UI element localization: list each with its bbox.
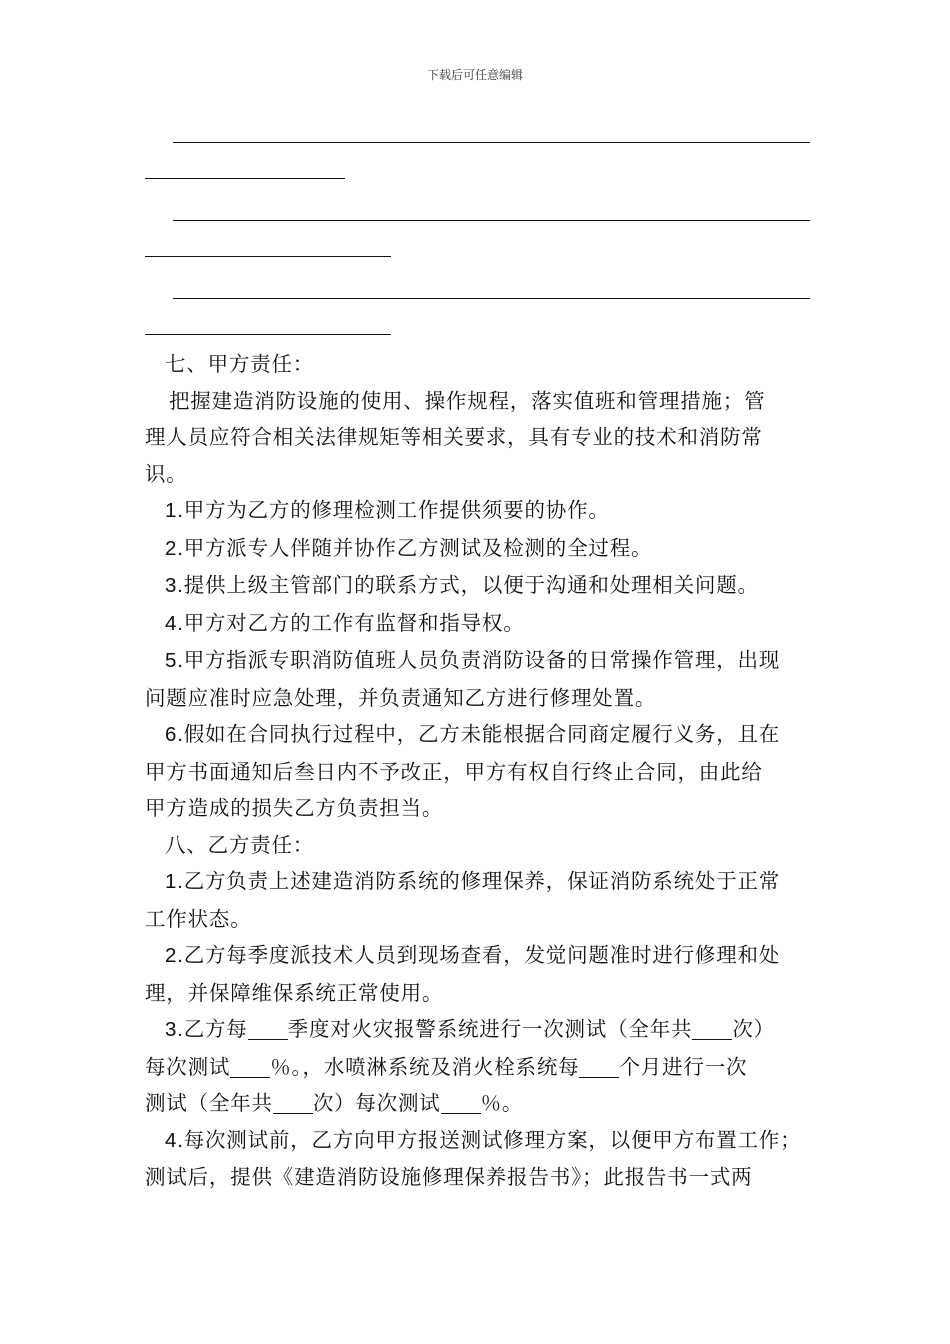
blank-line-tail [145, 178, 345, 179]
section-8-item-4 [145, 1122, 810, 1196]
section-8-item-3 [145, 1011, 810, 1122]
item-text: 乙方每 [183, 1017, 248, 1041]
item-number: 2. [165, 944, 184, 967]
section-8-item-1 [145, 863, 810, 937]
item-number: 1. [165, 499, 184, 522]
item-number: 4. [165, 1128, 184, 1152]
item-text: 乙方每季度派技术人员到现场查看，发觉问题准时进行修理和处 [183, 943, 781, 967]
fill-in-blank[interactable] [692, 1019, 732, 1041]
blank-line [173, 220, 810, 221]
fill-in-blank[interactable] [273, 1093, 313, 1115]
section-7-intro-line: 理人员应符合相关法律规矩等相关要求，具有专业的技术和消防常 [145, 425, 763, 449]
section-7-item-3 [145, 567, 810, 605]
item-number: 3. [165, 574, 184, 597]
item-text: 测试（全年共 [145, 1091, 273, 1115]
section-7-item-6 [145, 716, 810, 827]
blank-line-tail [145, 256, 391, 257]
fill-in-blank[interactable] [230, 1056, 270, 1078]
section-7-item-1 [145, 492, 810, 530]
section-7-item-5 [145, 642, 810, 716]
item-text: 个月进行一次 [619, 1054, 748, 1079]
blank-fill-line-3[interactable] [145, 282, 810, 344]
item-text: 工作状态。 [145, 906, 252, 931]
item-number: 1. [165, 870, 184, 893]
item-text: ％。，水喷淋系统及消火栓系统每 [270, 1054, 580, 1079]
item-number: 6. [165, 723, 184, 746]
section-7-intro-line: 识。 [145, 461, 188, 486]
section-8-title: 八、乙方责任： [165, 832, 315, 857]
section-8-item-2 [145, 937, 810, 1011]
blank-line [173, 298, 810, 299]
blank-line-tail [145, 334, 391, 335]
blank-line [173, 142, 810, 143]
fill-in-blank[interactable] [579, 1056, 619, 1078]
blank-fill-line-1[interactable] [145, 126, 810, 204]
item-text: 假如在合同执行过程中，乙方未能根据合同商定履行义务，且在 [183, 722, 781, 746]
fill-in-blank[interactable] [441, 1093, 481, 1115]
section-7-intro-line: 把握建造消防设施的使用、操作规程，落实值班和管理措施；管 [169, 388, 766, 413]
item-text: ％。 [480, 1091, 524, 1115]
item-number: 3. [165, 1018, 184, 1041]
item-text: 次） [732, 1017, 775, 1041]
item-text: 甲方造成的损失乙方负责担当。 [145, 796, 444, 820]
item-text: 每次测试 [145, 1054, 231, 1079]
item-text: 理，并保障维保系统正常使用。 [145, 980, 444, 1005]
item-text: 甲方为乙方的修理检测工作提供须要的协作。 [183, 498, 610, 522]
item-number: 2. [165, 536, 184, 560]
item-text: 甲方对乙方的工作有监督和指导权。 [183, 610, 525, 635]
item-text: 季度对火灾报警系统进行一次测试（全年共 [287, 1017, 693, 1041]
section-7-item-2 [145, 530, 810, 568]
item-text: 测试后，提供《建造消防设施修理保养报告书》；此报告书一式两 [145, 1165, 753, 1189]
item-text: 问题应准时应急处理，并负责通知乙方进行修理处置。 [145, 685, 657, 710]
item-number: 4. [165, 611, 184, 635]
item-number: 5. [165, 649, 184, 672]
item-text: 甲方指派专职消防值班人员负责消防设备的日常操作管理，出现 [183, 648, 781, 672]
fill-in-blank[interactable] [248, 1019, 288, 1041]
page-header: 下载后可任意编辑 [426, 68, 523, 82]
document-body [145, 126, 810, 1196]
section-7-title: 七、甲方责任： [165, 352, 315, 376]
section-7-item-4 [145, 605, 810, 643]
blank-fill-line-2[interactable] [145, 204, 810, 282]
item-text: 甲方书面通知后叁日内不予改正，甲方有权自行终止合同，由此给 [145, 759, 763, 784]
item-text: 乙方负责上述建造消防系统的修理保养，保证消防系统处于正常 [183, 869, 781, 893]
item-text: 甲方派专人伴随并协作乙方测试及检测的全过程。 [183, 535, 653, 560]
item-text: 每次测试前，乙方向甲方报送测试修理方案，以便甲方布置工作； [183, 1127, 802, 1152]
item-text: 次）每次测试 [312, 1091, 441, 1115]
item-text: 提供上级主管部门的联系方式，以便于沟通和处理相关问题。 [183, 573, 759, 597]
